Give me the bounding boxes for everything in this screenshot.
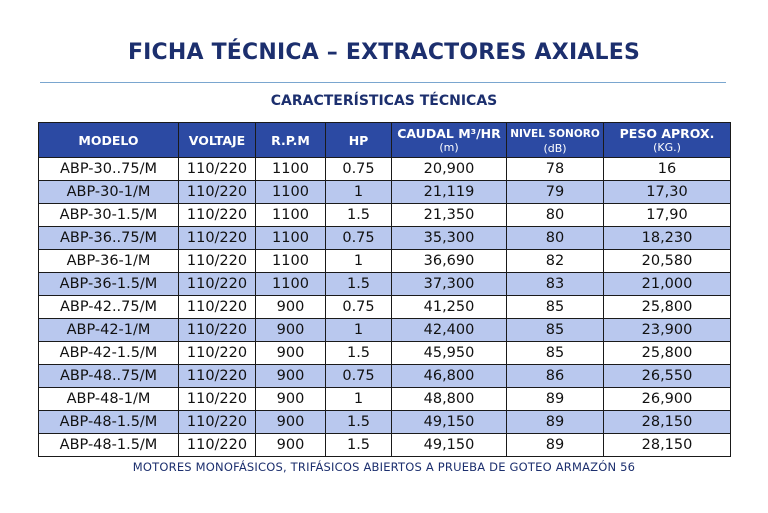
cell-modelo: ABP-48..75/M	[39, 365, 179, 388]
cell-rpm: 1100	[256, 273, 326, 296]
cell-caudal: 49,150	[392, 411, 507, 434]
table-row	[39, 181, 731, 204]
cell-peso: 23,900	[604, 319, 731, 342]
cell-nivel-sonoro: 78	[507, 158, 604, 181]
cell-modelo: ABP-30-1/M	[39, 181, 179, 204]
spec-table	[38, 122, 731, 457]
cell-modelo: ABP-42..75/M	[39, 296, 179, 319]
cell-voltaje: 110/220	[179, 181, 256, 204]
cell-hp: 1	[326, 319, 392, 342]
cell-caudal: 45,950	[392, 342, 507, 365]
page-title: FICHA TÉCNICA – EXTRACTORES AXIALES	[127, 40, 641, 65]
header-nivel-sonoro: NIVEL SONORO (dB)	[507, 123, 604, 158]
cell-peso: 18,230	[604, 227, 731, 250]
cell-peso: 17,30	[604, 181, 731, 204]
cell-caudal: 21,119	[392, 181, 507, 204]
header-peso-unit: (KG.)	[653, 140, 681, 154]
cell-modelo: ABP-30-1.5/M	[39, 204, 179, 227]
header-modelo: MODELO	[39, 123, 179, 158]
header-caudal: CAUDAL M³/HR (m)	[392, 123, 507, 158]
table-row	[39, 250, 731, 273]
table-row	[39, 273, 731, 296]
cell-nivel-sonoro: 89	[507, 411, 604, 434]
cell-nivel-sonoro: 85	[507, 342, 604, 365]
cell-caudal: 41,250	[392, 296, 507, 319]
cell-rpm: 900	[256, 342, 326, 365]
table-row	[39, 204, 731, 227]
cell-hp: 1.5	[326, 342, 392, 365]
table-row	[39, 388, 731, 411]
cell-voltaje: 110/220	[179, 342, 256, 365]
cell-rpm: 1100	[256, 250, 326, 273]
cell-modelo: ABP-36..75/M	[39, 227, 179, 250]
cell-hp: 0.75	[326, 365, 392, 388]
cell-peso: 26,550	[604, 365, 731, 388]
cell-rpm: 1100	[256, 204, 326, 227]
table-row	[39, 365, 731, 388]
cell-peso: 17,90	[604, 204, 731, 227]
cell-rpm: 900	[256, 388, 326, 411]
cell-voltaje: 110/220	[179, 411, 256, 434]
cell-rpm: 1100	[256, 181, 326, 204]
section-subtitle: CARACTERÍSTICAS TÉCNICAS	[270, 93, 498, 109]
cell-modelo: ABP-48-1.5/M	[39, 434, 179, 457]
cell-modelo: ABP-48-1.5/M	[39, 411, 179, 434]
table-row	[39, 158, 731, 181]
cell-hp: 1.5	[326, 411, 392, 434]
table-row	[39, 411, 731, 434]
cell-rpm: 1100	[256, 227, 326, 250]
table-row	[39, 342, 731, 365]
header-nivel-unit: (dB)	[543, 141, 567, 155]
cell-voltaje: 110/220	[179, 319, 256, 342]
table-row	[39, 319, 731, 342]
cell-nivel-sonoro: 82	[507, 250, 604, 273]
header-caudal-unit: (m)	[439, 140, 459, 154]
cell-hp: 1.5	[326, 434, 392, 457]
cell-voltaje: 110/220	[179, 227, 256, 250]
cell-hp: 1.5	[326, 204, 392, 227]
cell-modelo: ABP-42-1.5/M	[39, 342, 179, 365]
cell-voltaje: 110/220	[179, 273, 256, 296]
cell-modelo: ABP-36-1.5/M	[39, 273, 179, 296]
footer-note: MOTORES MONOFÁSICOS, TRIFÁSICOS ABIERTOS A PRUEBA DE GOTEO ARMAZÓN 56	[132, 460, 636, 474]
table-row	[39, 434, 731, 457]
cell-rpm: 900	[256, 319, 326, 342]
cell-nivel-sonoro: 80	[507, 204, 604, 227]
header-hp: HP	[326, 123, 392, 158]
cell-hp: 0.75	[326, 296, 392, 319]
cell-rpm: 900	[256, 411, 326, 434]
header-voltaje: VOLTAJE	[179, 123, 256, 158]
cell-caudal: 20,900	[392, 158, 507, 181]
cell-voltaje: 110/220	[179, 250, 256, 273]
cell-peso: 28,150	[604, 434, 731, 457]
cell-nivel-sonoro: 80	[507, 227, 604, 250]
cell-nivel-sonoro: 89	[507, 434, 604, 457]
cell-modelo: ABP-30..75/M	[39, 158, 179, 181]
header-peso: PESO APROX. (KG.)	[604, 123, 731, 158]
cell-voltaje: 110/220	[179, 365, 256, 388]
cell-caudal: 46,800	[392, 365, 507, 388]
cell-rpm: 1100	[256, 158, 326, 181]
cell-caudal: 21,350	[392, 204, 507, 227]
cell-peso: 16	[604, 158, 731, 181]
cell-caudal: 49,150	[392, 434, 507, 457]
cell-peso: 20,580	[604, 250, 731, 273]
cell-nivel-sonoro: 83	[507, 273, 604, 296]
cell-caudal: 36,690	[392, 250, 507, 273]
cell-voltaje: 110/220	[179, 296, 256, 319]
cell-hp: 0.75	[326, 227, 392, 250]
cell-hp: 1	[326, 388, 392, 411]
cell-caudal: 35,300	[392, 227, 507, 250]
cell-hp: 0.75	[326, 158, 392, 181]
cell-modelo: ABP-42-1/M	[39, 319, 179, 342]
cell-nivel-sonoro: 85	[507, 296, 604, 319]
title-divider	[40, 82, 726, 83]
cell-voltaje: 110/220	[179, 388, 256, 411]
cell-rpm: 900	[256, 296, 326, 319]
cell-peso: 21,000	[604, 273, 731, 296]
cell-caudal: 37,300	[392, 273, 507, 296]
cell-peso: 25,800	[604, 296, 731, 319]
cell-rpm: 900	[256, 365, 326, 388]
cell-caudal: 42,400	[392, 319, 507, 342]
cell-nivel-sonoro: 86	[507, 365, 604, 388]
cell-peso: 26,900	[604, 388, 731, 411]
cell-hp: 1	[326, 250, 392, 273]
cell-voltaje: 110/220	[179, 158, 256, 181]
cell-nivel-sonoro: 85	[507, 319, 604, 342]
cell-hp: 1.5	[326, 273, 392, 296]
cell-voltaje: 110/220	[179, 204, 256, 227]
table-header-row	[39, 123, 731, 158]
cell-caudal: 48,800	[392, 388, 507, 411]
table-body	[39, 158, 731, 457]
cell-nivel-sonoro: 79	[507, 181, 604, 204]
cell-peso: 25,800	[604, 342, 731, 365]
cell-nivel-sonoro: 89	[507, 388, 604, 411]
cell-voltaje: 110/220	[179, 434, 256, 457]
cell-modelo: ABP-36-1/M	[39, 250, 179, 273]
table-row	[39, 227, 731, 250]
cell-rpm: 900	[256, 434, 326, 457]
cell-hp: 1	[326, 181, 392, 204]
cell-peso: 28,150	[604, 411, 731, 434]
header-rpm: R.P.M	[256, 123, 326, 158]
cell-modelo: ABP-48-1/M	[39, 388, 179, 411]
table-row	[39, 296, 731, 319]
